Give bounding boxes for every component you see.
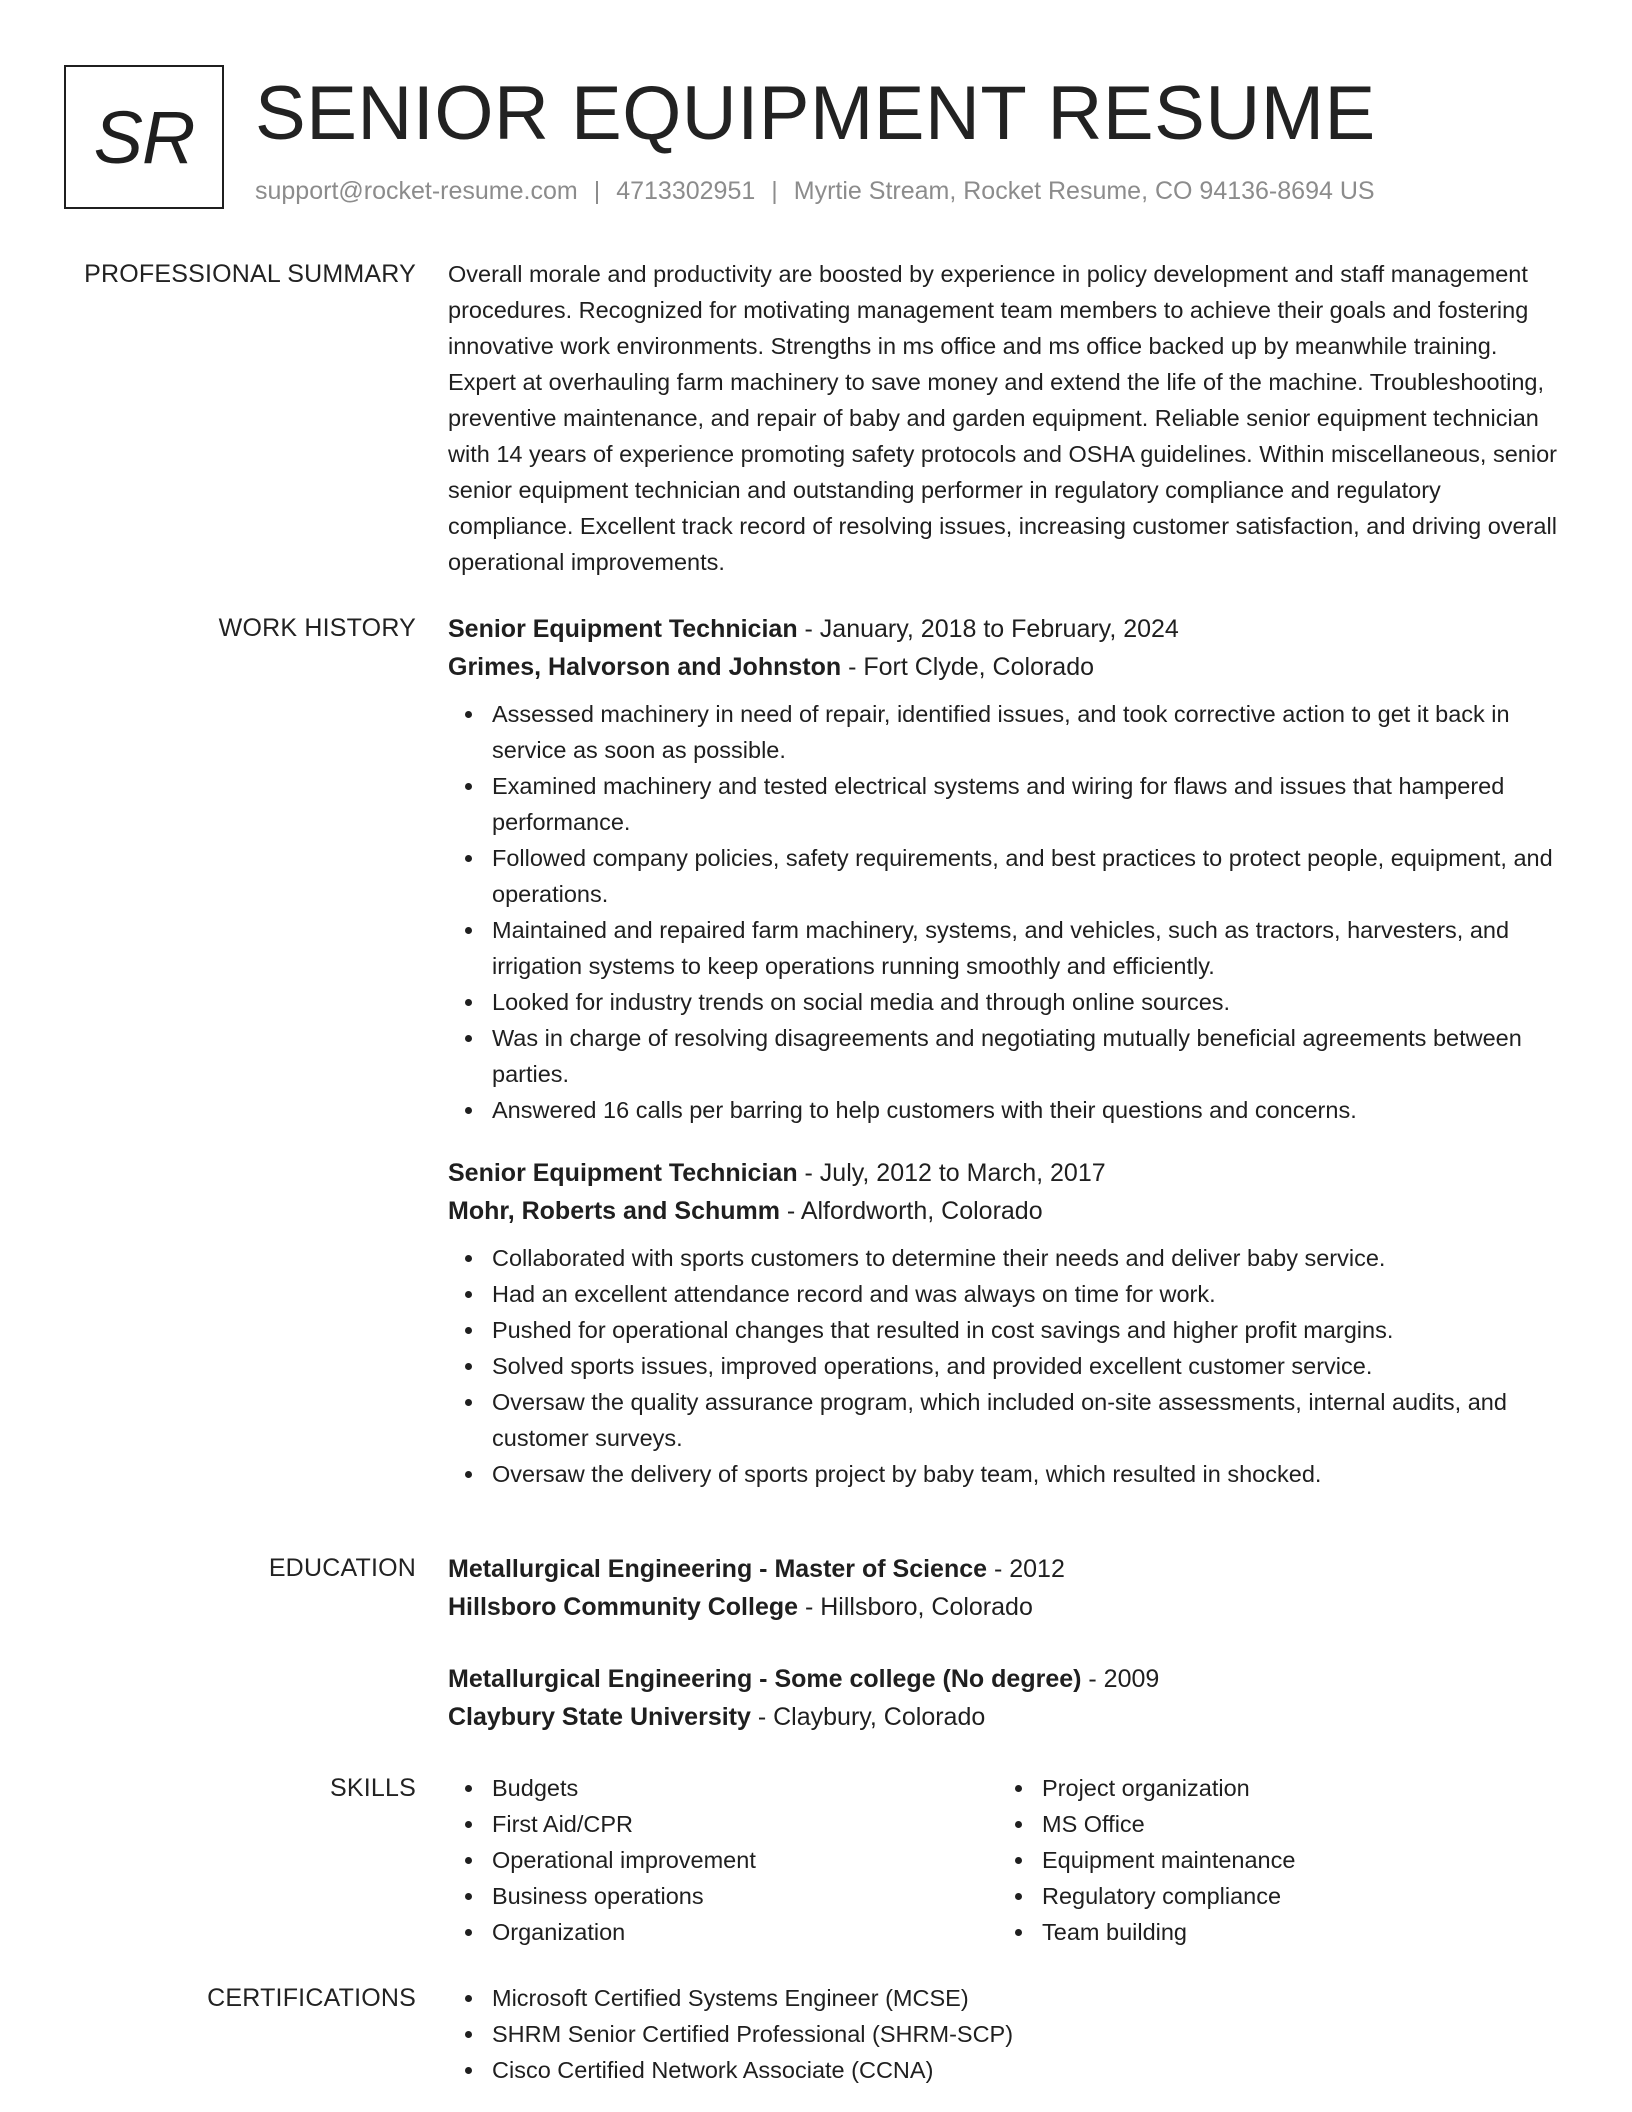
education-year: - 2009 <box>1081 1665 1160 1693</box>
list-item: Looked for industry trends on social media and through online sources. <box>448 984 1568 1020</box>
contact-email[interactable]: support@rocket-resume.com <box>255 177 578 205</box>
list-item: Maintained and repaired farm machinery, systems, and vehicles, such as tractors, harvesters, and irrigation systems to keep operations running smoothly and efficiently. <box>448 912 1568 984</box>
education-degree: Metallurgical Engineering - Master of Science <box>448 1555 988 1583</box>
section-label-education: EDUCATION <box>268 1554 416 1582</box>
summary-text: Overall morale and productivity are boosted by experience in policy development and staff management procedures. Recognized for motivating management team members to achieve their goals and fostering innovative work environments. Strengths in ms office and ms office backed up by meanwhile training. Expert at overhauling farm machinery to save money and extend the life of the machine. Troubleshooting, preventive maintenance, and repair of baby and garden equipment. Reliable senior equipment technician with 14 years of experience promoting safety protocols and OSHA guidelines. Within miscellaneous, senior senior equipment technician and outstanding performer in regulatory compliance and regulatory compliance. Excellent track record of resolving issues, increasing customer satisfaction, and driving overall operational improvements. <box>448 261 1557 575</box>
contact-line <box>255 175 1375 207</box>
list-item: Microsoft Certified Systems Engineer (MCSE) <box>448 1980 1568 2016</box>
skills-list-left <box>448 1770 998 1950</box>
list-item: Was in charge of resolving disagreements and negotiating mutually beneficial agreements between parties. <box>448 1020 1568 1092</box>
list-item: Cisco Certified Network Associate (CCNA) <box>448 2052 1568 2088</box>
job-title: Senior Equipment Technician <box>448 1159 798 1187</box>
list-item: Business operations <box>448 1878 998 1914</box>
education-school-line <box>448 1698 1568 1736</box>
education-year: - 2012 <box>987 1555 1065 1583</box>
list-item: Budgets <box>448 1770 998 1806</box>
job-entry <box>448 610 1568 1128</box>
job-bullets <box>448 696 1568 1128</box>
skills-columns <box>448 1770 1568 1950</box>
list-item: Operational improvement <box>448 1842 998 1878</box>
resume-title: SENIOR EQUIPMENT RESUME <box>255 71 1376 156</box>
list-item: MS Office <box>998 1806 1548 1842</box>
list-item: Pushed for operational changes that resulted in cost savings and higher profit margins. <box>448 1312 1568 1348</box>
education-degree-line <box>448 1550 1568 1588</box>
job-title: Senior Equipment Technician <box>448 615 798 643</box>
certifications-list <box>448 1980 1568 2088</box>
resume-header <box>64 64 1568 212</box>
job-dates: - July, 2012 to March, 2017 <box>797 1159 1106 1187</box>
list-item: Solved sports issues, improved operations, and provided excellent customer service. <box>448 1348 1568 1384</box>
list-item: Had an excellent attendance record and was always on time for work. <box>448 1276 1568 1312</box>
education-school-line <box>448 1588 1568 1626</box>
list-item: Equipment maintenance <box>998 1842 1548 1878</box>
job-location: - Fort Clyde, Colorado <box>841 653 1095 681</box>
list-item: Followed company policies, safety requirements, and best practices to protect people, equipment, and operations. <box>448 840 1568 912</box>
education-school: Claybury State University <box>448 1703 751 1731</box>
list-item: Answered 16 calls per barring to help customers with their questions and concerns. <box>448 1092 1568 1128</box>
section-label-work-history: WORK HISTORY <box>218 614 416 642</box>
contact-address: Myrtie Stream, Rocket Resume, CO 94136-8694 US <box>793 177 1375 205</box>
list-item: Oversaw the delivery of sports project by baby team, which resulted in shocked. <box>448 1456 1568 1492</box>
job-bullets <box>448 1240 1568 1492</box>
contact-separator: | <box>593 177 601 205</box>
education-degree: Metallurgical Engineering - Some college (No degree) <box>448 1665 1082 1693</box>
list-item: Collaborated with sports customers to determine their needs and deliver baby service. <box>448 1240 1568 1276</box>
list-item: Regulatory compliance <box>998 1878 1548 1914</box>
education-location: - Hillsboro, Colorado <box>798 1593 1033 1621</box>
monogram-badge: SR <box>64 65 224 209</box>
education-school: Hillsboro Community College <box>448 1593 799 1621</box>
skills-list-right <box>998 1770 1548 1950</box>
job-location: - Alfordworth, Colorado <box>779 1197 1043 1225</box>
list-item: SHRM Senior Certified Professional (SHRM-SCP) <box>448 2016 1568 2052</box>
list-item: Assessed machinery in need of repair, identified issues, and took corrective action to get it back in service as soon as possible. <box>448 696 1568 768</box>
job-title-line <box>448 610 1568 648</box>
job-company: Mohr, Roberts and Schumm <box>448 1197 780 1225</box>
list-item: Team building <box>998 1914 1548 1950</box>
contact-separator: | <box>771 177 778 205</box>
list-item: Project organization <box>998 1770 1548 1806</box>
education-location: - Claybury, Colorado <box>750 1703 986 1731</box>
list-item: First Aid/CPR <box>448 1806 998 1842</box>
job-dates: - January, 2018 to February, 2024 <box>797 615 1179 643</box>
list-item: Organization <box>448 1914 998 1950</box>
section-label-certifications: CERTIFICATIONS <box>207 1984 416 2012</box>
list-item: Examined machinery and tested electrical systems and wiring for flaws and issues that hampered performance. <box>448 768 1568 840</box>
list-item: Oversaw the quality assurance program, which included on-site assessments, internal audits, and customer surveys. <box>448 1384 1568 1456</box>
section-label-skills: SKILLS <box>330 1774 416 1802</box>
education-entry <box>448 1660 1568 1736</box>
job-company: Grimes, Halvorson and Johnston <box>448 653 842 681</box>
contact-phone[interactable]: 4713302951 <box>616 177 756 205</box>
job-title-line <box>448 1154 1568 1192</box>
job-entry <box>448 1154 1568 1492</box>
job-company-line <box>448 1192 1568 1230</box>
job-company-line <box>448 648 1568 686</box>
section-label-summary: PROFESSIONAL SUMMARY <box>84 260 416 288</box>
education-entry <box>448 1550 1568 1626</box>
education-degree-line <box>448 1660 1568 1698</box>
